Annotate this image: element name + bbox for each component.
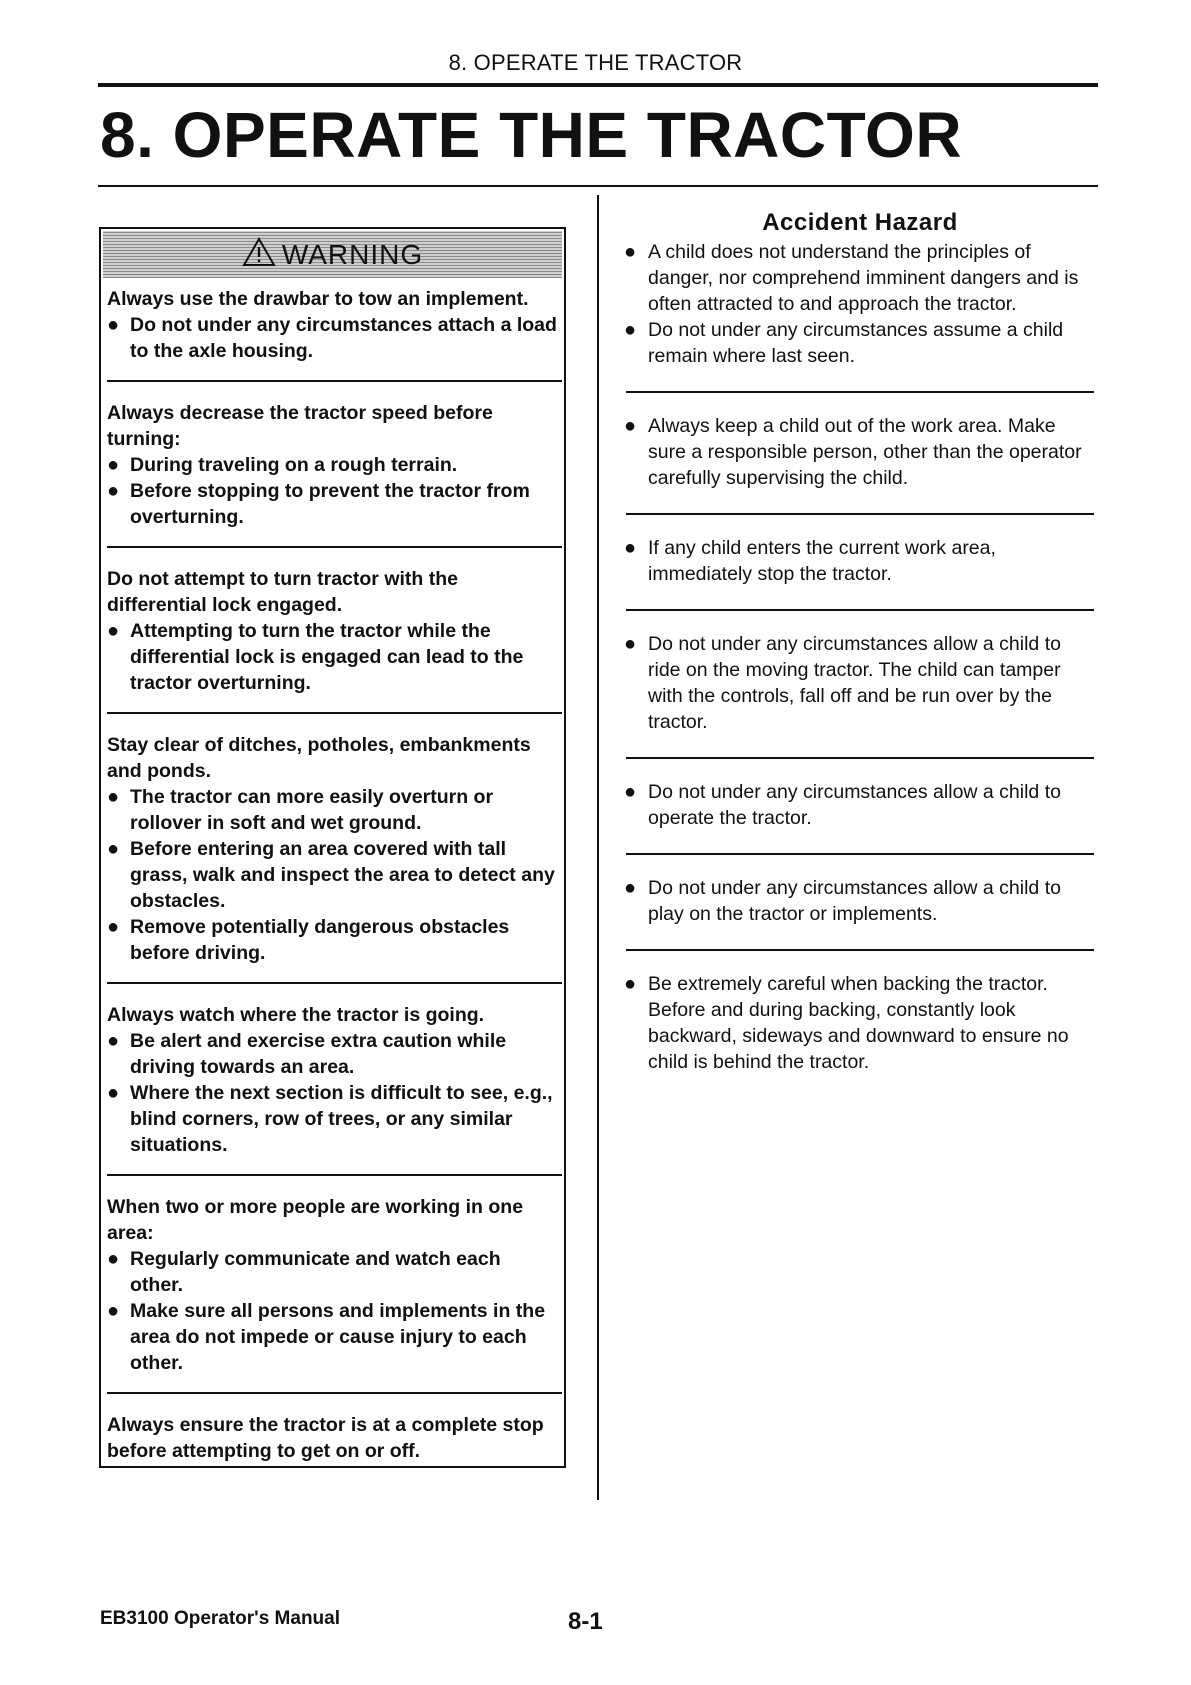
column-divider [597, 195, 599, 1500]
warning-lead: When two or more people are working in one area: [107, 1196, 524, 1244]
bullet-dot-icon: ● [624, 781, 637, 803]
bullet-dot-icon: ● [107, 620, 120, 642]
title-rule [98, 185, 1098, 187]
warning-section [101, 548, 564, 696]
hazard-bullet-text: Do not under any circumstances allow a child to ride on the moving tractor. The child can tamper with the controls, fall off and be run over by the tractor. [648, 633, 1061, 733]
warning-bullet [107, 1080, 558, 1158]
warning-lead: Always watch where the tractor is going. [107, 1004, 485, 1026]
warning-bullet-text: Where the next section is difficult to see, e.g., blind corners, row of trees, or any similar situations. [130, 1082, 553, 1156]
hazard-bullet [624, 779, 1094, 831]
bullet-dot-icon: ● [107, 1082, 120, 1104]
warning-bullet-text: Be alert and exercise extra caution while driving towards an area. [130, 1030, 507, 1078]
warning-bullet-text: Do not under any circumstances attach a load to the axle housing. [130, 314, 557, 362]
warning-lead: Always use the drawbar to tow an implement. [107, 288, 529, 310]
bullet-dot-icon: ● [624, 415, 637, 437]
hazard-bullet-text: Be extremely careful when backing the tractor. Before and during backing, constantly look backward, sideways and downward to ensure no child is behind the tractor. [648, 973, 1069, 1073]
hazard-bullet-text: If any child enters the current work area, immediately stop the tractor. [648, 537, 996, 585]
hazard-group [624, 779, 1094, 831]
hazard-divider [626, 853, 1094, 855]
hazard-divider [626, 609, 1094, 611]
warning-bullet [107, 1028, 558, 1080]
bullet-dot-icon: ● [107, 786, 120, 808]
hazard-bullet [624, 413, 1094, 491]
manual-name: EB3100 Operator's Manual [100, 1608, 340, 1629]
bullet-dot-icon: ● [107, 838, 120, 860]
warning-bullet [107, 312, 558, 364]
warning-bullet-text: Remove potentially dangerous obstacles before driving. [130, 916, 510, 964]
bullet-dot-icon: ● [624, 241, 637, 263]
bullet-dot-icon: ● [107, 454, 120, 476]
warning-sections [101, 278, 564, 1466]
hazard-bullet-text: A child does not understand the principles of danger, nor comprehend imminent dangers and is often attracted to and approach the tractor. [648, 241, 1079, 315]
warning-section [101, 984, 564, 1158]
hazard-group [624, 535, 1094, 587]
warning-box [99, 227, 566, 1468]
warning-bullet [107, 836, 558, 914]
warning-bullet-text: Before entering an area covered with tall grass, walk and inspect the area to detect any obstacles. [130, 838, 555, 912]
warning-bullet-text: Attempting to turn the tractor while the differential lock is engaged can lead to the tractor overturning. [130, 620, 524, 694]
warning-header [103, 231, 562, 278]
warning-bullet-text: Regularly communicate and watch each other. [130, 1248, 501, 1296]
hazard-bullet [624, 875, 1094, 927]
warning-section [101, 1394, 564, 1466]
hazard-bullet-text: Do not under any circumstances allow a child to operate the tractor. [648, 781, 1061, 829]
warning-bullet [107, 1246, 558, 1298]
warning-label: WARNING [281, 238, 424, 270]
chapter-title: 8. OPERATE THE TRACTOR [100, 99, 963, 171]
hazard-group [624, 971, 1094, 1075]
warning-bullet [107, 452, 558, 478]
hazard-bullet-text: Always keep a child out of the work area. Make sure a responsible person, other than the operator carefully supervising the child. [648, 415, 1082, 489]
hazard-bullet [624, 317, 1094, 369]
bullet-dot-icon: ● [107, 314, 120, 336]
bullet-dot-icon: ● [624, 633, 637, 655]
warning-lead: Always decrease the tractor speed before turning: [107, 402, 493, 450]
hazard-group [624, 239, 1094, 369]
header-rule [98, 83, 1098, 87]
bullet-dot-icon: ● [107, 480, 120, 502]
hazard-bullet [624, 631, 1094, 735]
warning-section [101, 1176, 564, 1376]
warning-bullet-text: The tractor can more easily overturn or rollover in soft and wet ground. [130, 786, 494, 834]
bullet-dot-icon: ● [624, 537, 637, 559]
warning-bullet [107, 784, 558, 836]
hazard-divider [626, 757, 1094, 759]
warning-bullet-text: Before stopping to prevent the tractor from overturning. [130, 480, 530, 528]
warning-section [101, 714, 564, 966]
hazard-group [624, 631, 1094, 735]
warning-lead: Always ensure the tractor is at a complete stop before attempting to get on or off. [107, 1414, 544, 1462]
page-number: 8-1 [568, 1608, 603, 1635]
hazard-group [624, 413, 1094, 491]
hazard-divider [626, 513, 1094, 515]
hazard-bullet [624, 535, 1094, 587]
hazard-bullet [624, 971, 1094, 1075]
warning-bullet-text: Make sure all persons and implements in the area do not impede or cause injury to each other. [130, 1300, 546, 1374]
bullet-dot-icon: ● [624, 877, 637, 899]
warning-lead: Do not attempt to turn tractor with the differential lock engaged. [107, 568, 458, 616]
warning-triangle-icon [242, 237, 276, 272]
hazard-bullet [624, 239, 1094, 317]
warning-section [101, 278, 564, 364]
bullet-dot-icon: ● [107, 1248, 120, 1270]
warning-bullet [107, 478, 558, 530]
accident-hazard-list [624, 239, 1094, 1075]
hazard-bullet-text: Do not under any circumstances allow a child to play on the tractor or implements. [648, 877, 1061, 925]
bullet-dot-icon: ● [624, 319, 637, 341]
hazard-bullet-text: Do not under any circumstances assume a child remain where last seen. [648, 319, 1064, 367]
hazard-group [624, 875, 1094, 927]
warning-lead: Stay clear of ditches, potholes, embankments and ponds. [107, 734, 531, 782]
warning-section [101, 382, 564, 530]
hazard-divider [626, 949, 1094, 951]
bullet-dot-icon: ● [624, 973, 637, 995]
warning-bullet [107, 618, 558, 696]
hazard-divider [626, 391, 1094, 393]
running-head: 8. OPERATE THE TRACTOR [448, 50, 743, 75]
bullet-dot-icon: ● [107, 1030, 120, 1052]
bullet-dot-icon: ● [107, 1300, 120, 1322]
bullet-dot-icon: ● [107, 916, 120, 938]
accident-hazard-title: Accident Hazard [762, 209, 958, 236]
warning-bullet-text: During traveling on a rough terrain. [130, 454, 458, 476]
warning-bullet [107, 914, 558, 966]
warning-bullet [107, 1298, 558, 1376]
